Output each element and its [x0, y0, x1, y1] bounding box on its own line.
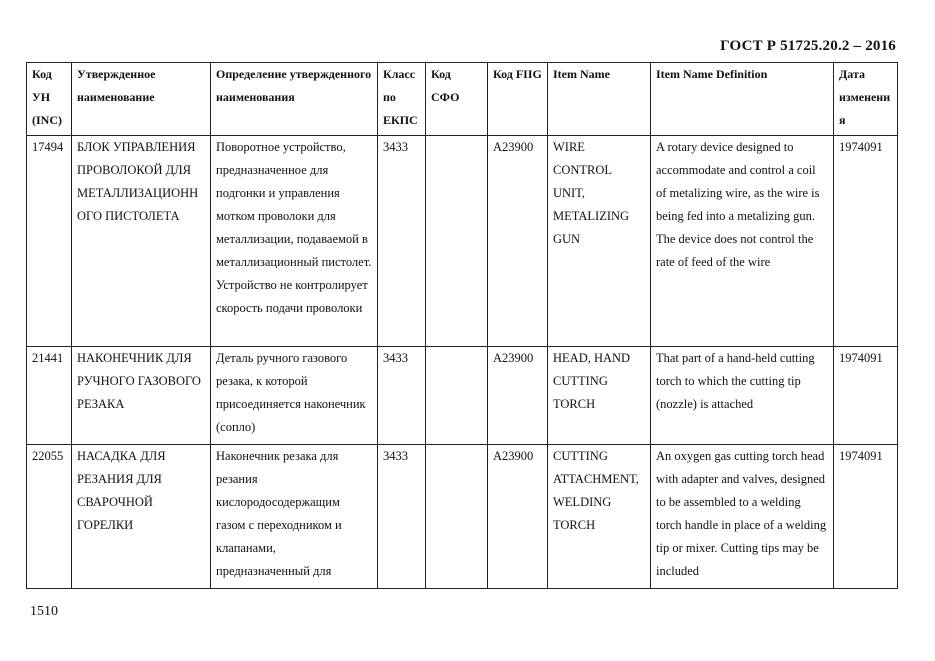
column-header-date: Дата изменения [834, 63, 898, 136]
cell-definition: Поворотное устройство, предназначенное для подгонки и управления мотком проволоки для металлизации, подаваемой в металлизационный пистолет. Устройство не контролирует скорость подачи проволоки [211, 136, 378, 347]
cell-sfo [426, 445, 488, 589]
column-header-item-name-definition: Item Name Definition [651, 63, 834, 136]
cell-item-name: HEAD, HAND CUTTING TORCH [548, 347, 651, 445]
cell-class: 3433 [378, 445, 426, 589]
cell-item-name-definition: An oxygen gas cutting torch head with adapter and valves, designed to be assembled to a welding torch handle in place of a welding tip or mixer. Cutting tips may be included [651, 445, 834, 589]
column-header-inc: Код УН (INC) [27, 63, 72, 136]
table-row [27, 136, 898, 347]
page-number: 1510 [30, 604, 58, 619]
column-header-item-name: Item Name [548, 63, 651, 136]
cell-class: 3433 [378, 136, 426, 347]
cell-date: 1974091 [834, 136, 898, 347]
column-header-sfo: Код СФО [426, 63, 488, 136]
cell-item-name-definition: That part of a hand-held cutting torch to which the cutting tip (nozzle) is attached [651, 347, 834, 445]
cell-definition: Наконечник резака для резания кислородосодержащим газом с переходником и клапанами, предназначенный для [211, 445, 378, 589]
cell-item-name: CUTTING ATTACHMENT, WELDING TORCH [548, 445, 651, 589]
cell-fiig: A23900 [488, 445, 548, 589]
table-row [27, 347, 898, 445]
column-header-approved-name: Утвержденное наименование [72, 63, 211, 136]
cell-fiig: A23900 [488, 136, 548, 347]
cell-approved-name: НАСАДКА ДЛЯ РЕЗАНИЯ ДЛЯ СВАРОЧНОЙ ГОРЕЛКИ [72, 445, 211, 589]
table-row [27, 445, 898, 589]
document-header: ГОСТ Р 51725.20.2 – 2016 [720, 38, 896, 54]
cell-definition: Деталь ручного газового резака, к которой присоединяется наконечник (сопло) [211, 347, 378, 445]
cell-inc: 17494 [27, 136, 72, 347]
column-header-class: Класс по ЕКПС [378, 63, 426, 136]
cell-item-name-definition: A rotary device designed to accommodate and control a coil of metalizing wire, as the wire is being fed into a metalizing gun. The device does not control the rate of feed of the wire [651, 136, 834, 347]
column-header-fiig: Код FIIG [488, 63, 548, 136]
cell-approved-name: НАКОНЕЧНИК ДЛЯ РУЧНОГО ГАЗОВОГО РЕЗАКА [72, 347, 211, 445]
nomenclature-table [26, 62, 898, 589]
column-header-definition: Определение утвержденного наименования [211, 63, 378, 136]
cell-class: 3433 [378, 347, 426, 445]
cell-inc: 21441 [27, 347, 72, 445]
cell-sfo [426, 347, 488, 445]
cell-date: 1974091 [834, 347, 898, 445]
cell-sfo [426, 136, 488, 347]
cell-item-name: WIRE CONTROL UNIT, METALIZING GUN [548, 136, 651, 347]
table-header-row [27, 63, 898, 136]
cell-date: 1974091 [834, 445, 898, 589]
cell-approved-name: БЛОК УПРАВЛЕНИЯ ПРОВОЛОКОЙ ДЛЯ МЕТАЛЛИЗАЦИОННОГО ПИСТОЛЕТА [72, 136, 211, 347]
cell-inc: 22055 [27, 445, 72, 589]
cell-fiig: A23900 [488, 347, 548, 445]
